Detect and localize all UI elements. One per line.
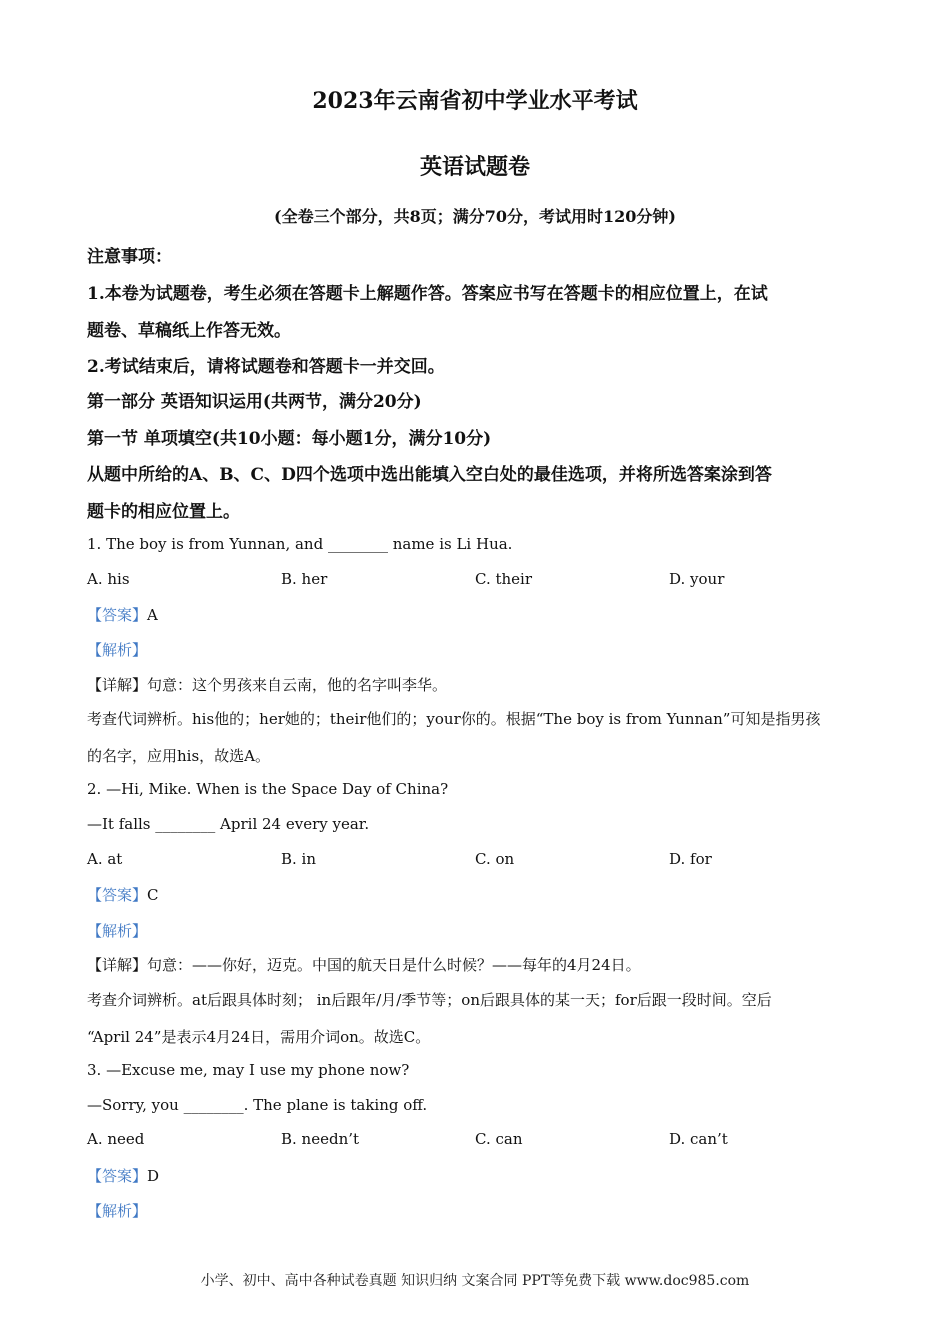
question-2-option-a: A. at bbox=[87, 850, 123, 868]
question-2-option-b: B. in bbox=[281, 850, 317, 868]
section1-heading: 第一节 单项填空(共10小题：每小题1分，满分10分) bbox=[87, 429, 492, 449]
question-3-analysis-tag: 【解析】 bbox=[87, 1202, 148, 1220]
question-3-stem-line-2: —Sorry, you ________. The plane is taking off. bbox=[87, 1096, 428, 1114]
detail-text: 句意：——你好，迈克。中国的航天日是什么时候？——每年的4月24日。 bbox=[147, 956, 641, 974]
question-2-detail bbox=[87, 954, 867, 975]
answer-value: D bbox=[147, 1167, 160, 1185]
exam-title: 2023年云南省初中学业水平考试 bbox=[312, 88, 638, 114]
question-1-option-b: B. her bbox=[281, 570, 328, 588]
question-3-stem-line-1: 3. —Excuse me, may I use my phone now? bbox=[87, 1061, 410, 1079]
question-3-answer bbox=[87, 1165, 867, 1186]
exam-info: (全卷三个部分，共8页；满分70分，考试用时120分钟) bbox=[274, 207, 676, 226]
question-1-analysis-tag: 【解析】 bbox=[87, 641, 148, 659]
answer-value: C bbox=[147, 886, 159, 904]
question-1-detail bbox=[87, 674, 867, 695]
question-3-option-d: D. can’t bbox=[669, 1130, 728, 1148]
question-2-stem-line-2: —It falls ________ April 24 every year. bbox=[87, 815, 370, 833]
detail-tag: 【详解】 bbox=[87, 676, 148, 694]
question-1-option-c: C. their bbox=[475, 570, 533, 588]
exam-subtitle: 英语试题卷 bbox=[419, 154, 530, 180]
page-footer: 小学、初中、高中各种试卷真题 知识归纳 文案合同 PPT等免费下载 www.doc985.com bbox=[200, 1273, 750, 1289]
notice-item-1-line-1: 1.本卷为试题卷，考生必须在答题卡上解题作答。答案应书写在答题卡的相应位置上，在试 bbox=[87, 284, 768, 304]
question-2-analysis-tag: 【解析】 bbox=[87, 922, 148, 940]
notice-heading: 注意事项： bbox=[87, 247, 172, 267]
instruction-line-2: 题卡的相应位置上。 bbox=[87, 502, 240, 522]
question-1-stem: 1. The boy is from Yunnan, and ________ name is Li Hua. bbox=[87, 535, 513, 553]
question-2-explain-line-1: 考查介词辨析。at后跟具体时刻； in后跟年/月/季节等；on后跟具体的某一天；for后跟一段时间。空后 bbox=[87, 991, 772, 1009]
question-3-option-b: B. needn’t bbox=[281, 1130, 360, 1148]
question-1-option-d: D. your bbox=[669, 570, 725, 588]
notice-item-2: 2.考试结束后，请将试题卷和答题卡一并交回。 bbox=[87, 357, 445, 377]
detail-tag: 【详解】 bbox=[87, 956, 148, 974]
question-1-option-a: A. his bbox=[87, 570, 130, 588]
question-2-option-c: C. on bbox=[475, 850, 515, 868]
notice-item-1-line-2: 题卷、草稿纸上作答无效。 bbox=[87, 321, 291, 341]
answer-tag: 【答案】 bbox=[87, 886, 148, 904]
question-1-explain-line-1: 考查代词辨析。his他的；her她的；their他们的；your你的。根据“The boy is from Yunnan”可知是指男孩 bbox=[87, 710, 821, 728]
question-3-option-a: A. need bbox=[87, 1130, 145, 1148]
question-3-option-c: C. can bbox=[475, 1130, 523, 1148]
question-1-answer bbox=[87, 604, 867, 625]
answer-tag: 【答案】 bbox=[87, 606, 148, 624]
part1-heading: 第一部分 英语知识运用(共两节，满分20分) bbox=[87, 392, 422, 412]
answer-value: A bbox=[147, 606, 158, 624]
question-2-stem-line-1: 2. —Hi, Mike. When is the Space Day of China? bbox=[87, 780, 449, 798]
detail-text: 句意：这个男孩来自云南，他的名字叫李华。 bbox=[147, 676, 448, 694]
question-2-option-d: D. for bbox=[669, 850, 712, 868]
question-2-answer bbox=[87, 884, 867, 905]
question-1-explain-line-2: 的名字，应用his，故选A。 bbox=[87, 747, 270, 765]
instruction-line-1: 从题中所给的A、B、C、D四个选项中选出能填入空白处的最佳选项，并将所选答案涂到答 bbox=[87, 465, 772, 485]
question-2-explain-line-2: “April 24”是表示4月24日，需用介词on。故选C。 bbox=[87, 1028, 431, 1046]
answer-tag: 【答案】 bbox=[87, 1167, 148, 1185]
